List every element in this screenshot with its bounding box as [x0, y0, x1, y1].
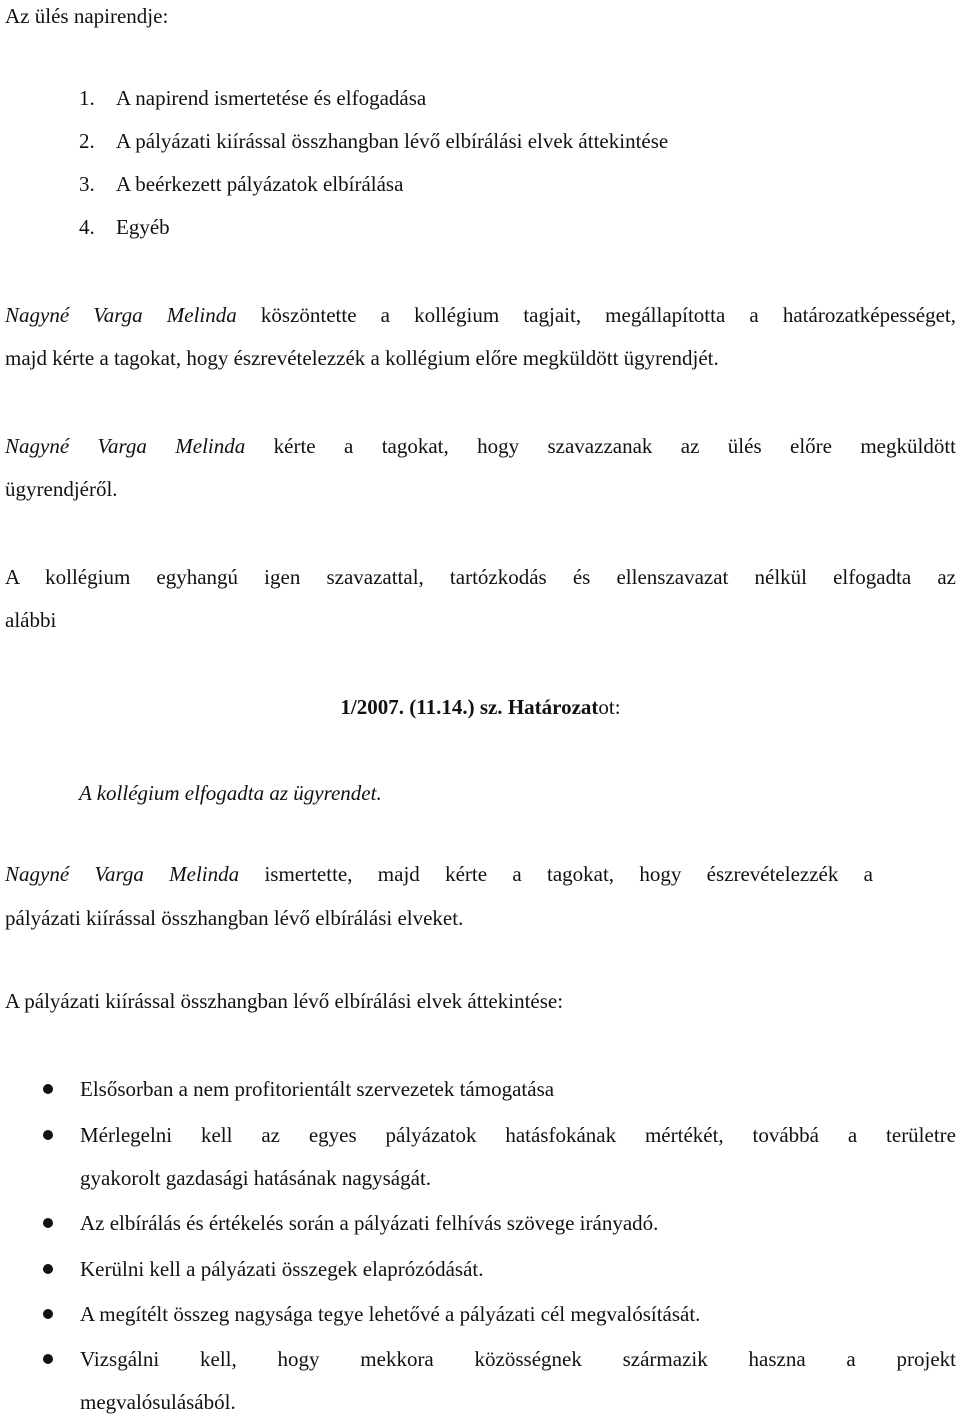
- paragraph-principles-intro-line2: pályázati kiírással összhangban lévő elbírálási elveket.: [5, 906, 464, 930]
- agenda-item-text: A beérkezett pályázatok elbírálása: [116, 172, 404, 196]
- resolution-bold-word: Határozat: [507, 695, 599, 719]
- principles-heading: A pályázati kiírással összhangban lévő elbírálási elvek áttekintése:: [5, 989, 564, 1013]
- paragraph-text: köszöntette a kollégium tagjait, megállapította a határozatképességet,: [236, 303, 957, 327]
- paragraph-vote-result-line1: A kollégium egyhangú igen szavazattal, tartózkodás és ellenszavazat nélkül elfogadta az: [5, 565, 956, 589]
- resolution-title: [5, 694, 956, 720]
- bullet-icon: [43, 1309, 53, 1319]
- list-item-text: megvalósulásából.: [80, 1390, 236, 1414]
- agenda-item-number: 3.: [79, 172, 95, 196]
- paragraph-vote-request-line1: [5, 433, 956, 459]
- agenda-item: [79, 171, 403, 197]
- list-item-text: Mérlegelni kell az egyes pályázatok hatásfokának mértékét, továbbá a területre: [80, 1123, 956, 1147]
- agenda-heading: Az ülés napirendje:: [5, 4, 169, 28]
- list-item-text: Az elbírálás és értékelés során a pályázati felhívás szövege irányadó.: [80, 1211, 659, 1235]
- resolution-number: 1/2007. (11.14.) sz.: [340, 695, 508, 719]
- list-item-text: A megítélt összeg nagysága tegye lehetővé a pályázati cél megvalósítását.: [80, 1302, 701, 1326]
- list-item-text: Vizsgálni kell, hogy mekkora közösségnek származik haszna a projekt: [80, 1347, 956, 1371]
- agenda-item-number: 2.: [79, 129, 95, 153]
- agenda-item-text: A pályázati kiírással összhangban lévő elbírálási elvek áttekintése: [116, 129, 669, 153]
- agenda-item: [79, 128, 668, 154]
- bullet-icon: [43, 1084, 53, 1094]
- bullet-icon: [43, 1354, 53, 1364]
- agenda-item-number: 1.: [79, 86, 95, 110]
- bullet-icon: [43, 1130, 53, 1140]
- paragraph-vote-request-line2: ügyrendjéről.: [5, 477, 118, 501]
- chair-name: Nagyné Varga Melinda: [5, 434, 246, 458]
- paragraph-text: kérte a tagokat, hogy szavazzanak az ülés előre megküldött: [245, 434, 956, 458]
- list-item-text: gyakorolt gazdasági hatásának nagyságát.: [80, 1166, 432, 1190]
- agenda-item-text: Egyéb: [116, 215, 170, 239]
- paragraph-principles-intro-line1: [5, 861, 873, 887]
- bullet-icon: [43, 1264, 53, 1274]
- bullet-icon: [43, 1218, 53, 1228]
- agenda-item-number: 4.: [79, 215, 95, 239]
- resolution-suffix: ot:: [598, 695, 621, 719]
- chair-name: Nagyné Varga Melinda: [5, 303, 237, 327]
- list-item-text: Elsősorban a nem profitorientált szervezetek támogatása: [80, 1077, 555, 1101]
- resolution-text: A kollégium elfogadta az ügyrendet.: [79, 781, 382, 805]
- agenda-item-text: A napirend ismertetése és elfogadása: [116, 86, 427, 110]
- paragraph-vote-result-line2: alábbi: [5, 608, 57, 632]
- agenda-item: [79, 85, 426, 111]
- agenda-item: [79, 214, 170, 240]
- list-item-text: Kerülni kell a pályázati összegek elaprózódását.: [80, 1257, 484, 1281]
- paragraph-welcome-line1: [5, 302, 956, 328]
- chair-name: Nagyné Varga Melinda: [5, 862, 240, 886]
- paragraph-welcome-line2: majd kérte a tagokat, hogy észrevételezzék a kollégium előre megküldött ügyrendjét.: [5, 346, 719, 370]
- paragraph-text: ismertette, majd kérte a tagokat, hogy észrevételezzék a: [239, 862, 873, 886]
